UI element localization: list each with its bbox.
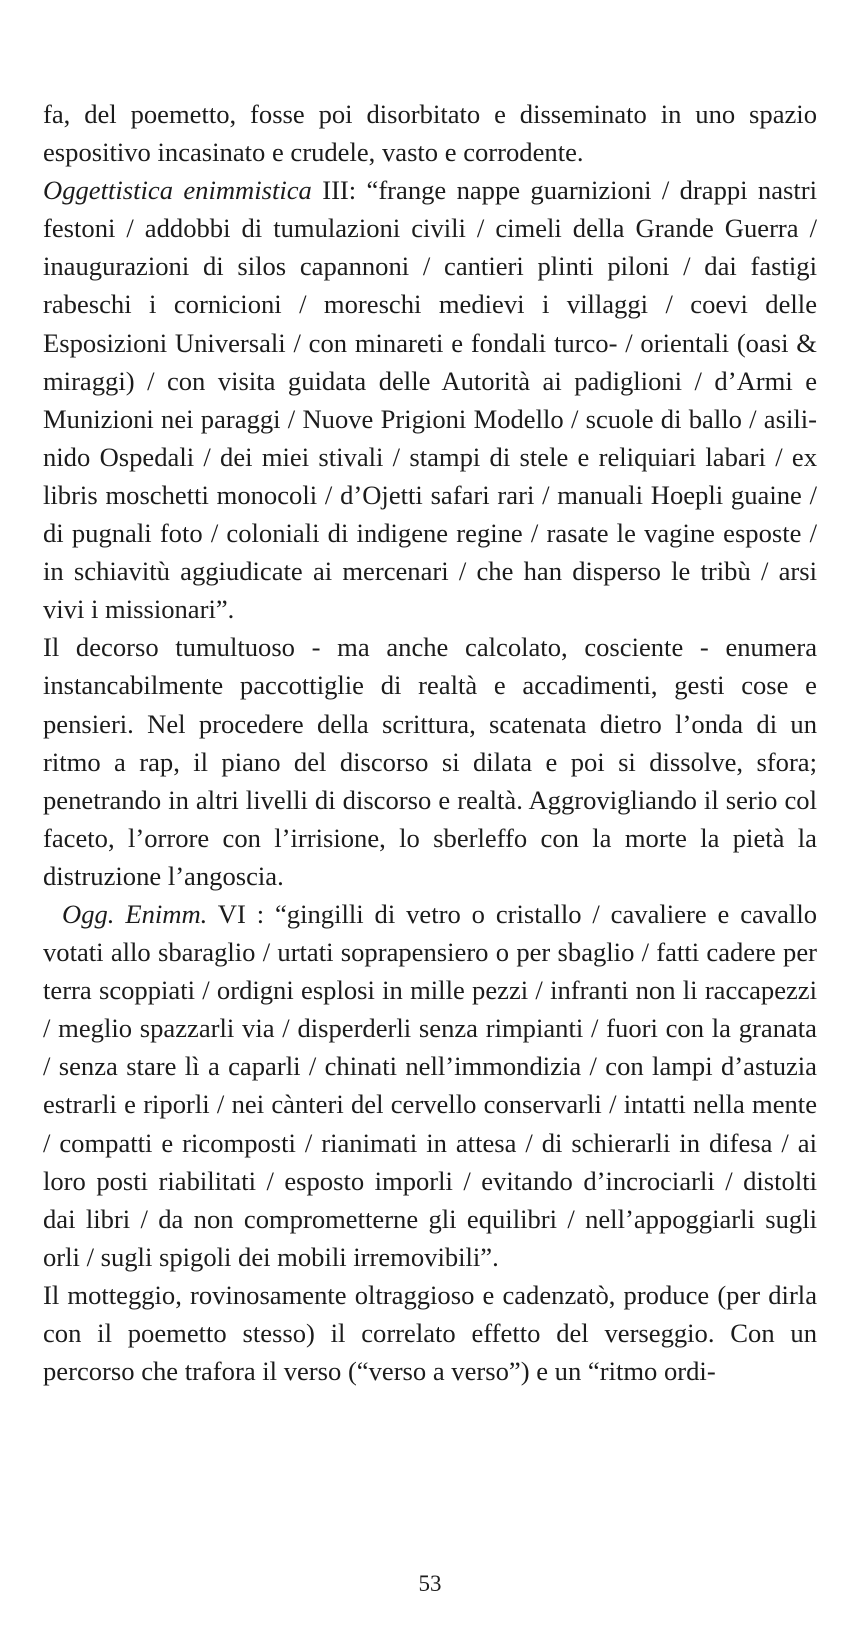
page-number: 53 (418, 1571, 442, 1596)
quote-text: III: “frange nappe guarnizioni / drappi nastri festoni / addobbi di tumulazioni civili / cimeli della Grande Guerra / inaugurazioni di silos capannoni / cantieri plinti piloni / dai fastigi rabeschi i cornicioni / moreschi medievi i villaggi / coevi delle Esposizioni Universali / con minareti e fondali turco- / orientali (oasi & miraggi) / con visita guidata delle Autorità ai padiglioni / d’Armi e Munizioni nei paraggi / Nuove Prigioni Modello / scuole di ballo / asili-nido Ospedali / dei miei stivali / stampi di stele e reliquiari labari / ex libris moschetti monocoli / d’Ojetti safari rari / manuali Hoepli guaine / di pugnali foto / coloniali di indigene regine / rasate le vagine esposte / in schiavitù aggiudicate ai mercenari / che han disperso le tribù / arsi vivi i missionari”. (43, 175, 817, 625)
quote-text: VI : “gingilli di vetro o cristallo / cavaliere e cavallo votati allo sbaraglio / urtati soprapensiero o per sbaglio / fatti cadere per terra scoppiati / ordigni esplosi in mille pezzi / infranti non li raccapezzi / meglio spazzarli via / disperderli senza rimpianti / fuori con la granata / senza stare lì a caparli / chinati nell’immondizia / con lampi d’astuzia estrarli e riporli / nei cànteri del cervello conservarli / intatti nella mente / compatti e ricomposti / rianimati in attesa / di schierarli in difesa / ai loro posti riabilitati / esposto imporli / evitando d’incrociarli / distolti dai libri / da non comprometterne gli equilibri / nell’appoggiarli sugli orli / sugli spigoli dei mobili irremovibili”. (43, 898, 817, 1272)
paragraph-final (43, 1276, 817, 1390)
quote-title: Oggettistica enimmistica (43, 175, 312, 206)
paragraph-text: fa, del poemetto, fosse poi disorbitato e disseminato in uno spazio espositivo incasinato e crudele, vasto e corrodente. (43, 99, 817, 168)
paragraph-continuation (43, 95, 817, 171)
paragraph-commentary (43, 628, 817, 895)
paragraph-quote-oggettistica (43, 171, 817, 628)
body-text (43, 95, 817, 1390)
paragraph-quote-ogg-enimm (43, 895, 817, 1276)
paragraph-text: Il motteggio, rovinosamente oltraggioso e cadenzatò, produce (per dirla con il poemetto stesso) il correlato effetto del verseggio. Con un percorso che trafora il verso (“verso a verso”) e un “ritmo ordi- (43, 1279, 817, 1387)
paragraph-text: Il decorso tumultuoso - ma anche calcolato, cosciente - enumera instancabilmente paccottiglie di realtà e accadimenti, gesti cose e pensieri. Nel procedere della scrittura, scatenata dietro l’onda di un ritmo a rap, il piano del discorso si dilata e poi si dissolve, sfora; penetrando in altri livelli di discorso e realtà. Aggrovigliando il serio col faceto, l’orrore con l’irrisione, lo sberleffo con la morte la pietà la distruzione l’angoscia. (43, 632, 817, 891)
quote-title: Ogg. Enimm. (62, 898, 208, 929)
